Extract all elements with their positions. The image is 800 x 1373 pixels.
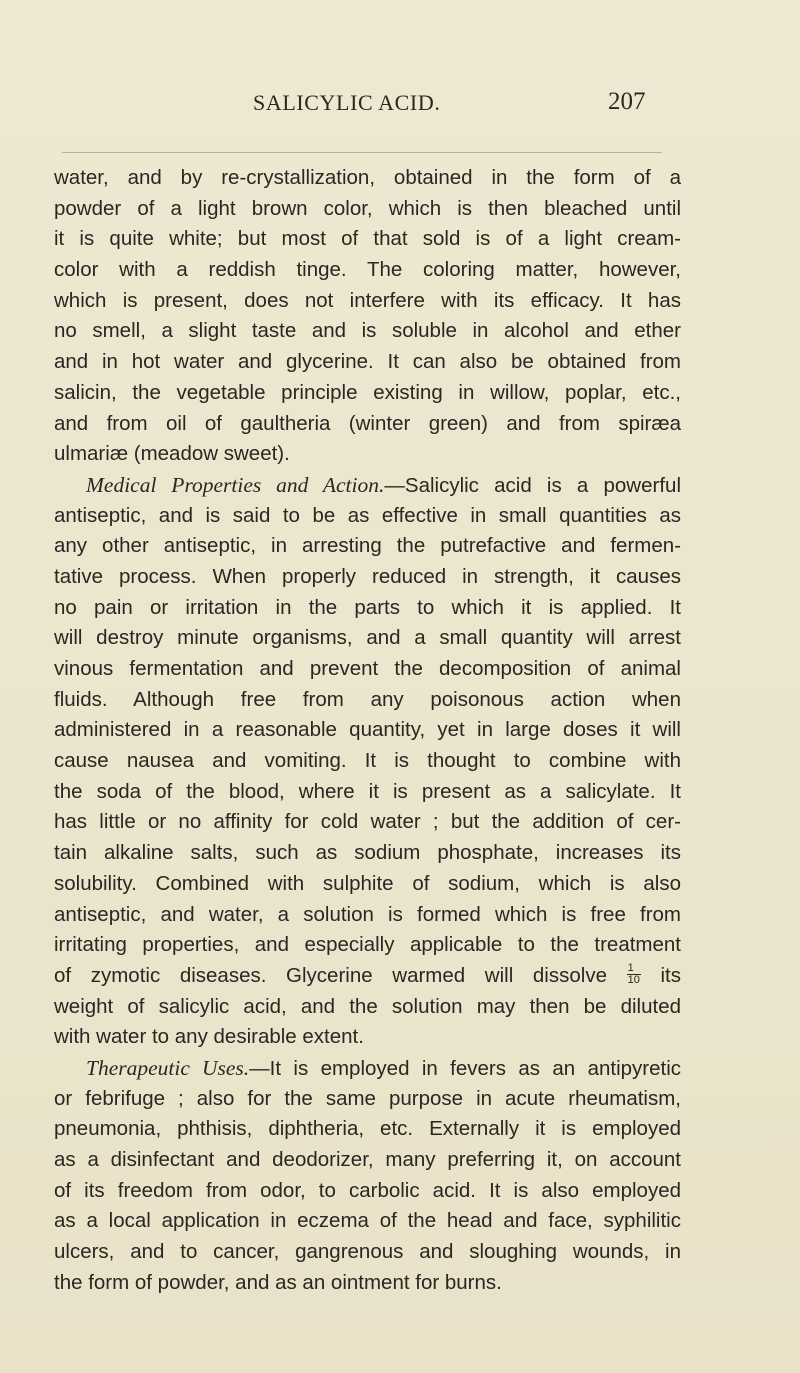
text-line: and in hot water and glycerine. It can also be obtained from bbox=[54, 350, 681, 374]
text-line: administered in a reasonable quantity, yet in large doses it will bbox=[54, 718, 681, 742]
text-line: as a disinfectant and deodorizer, many preferring it, on account bbox=[54, 1148, 681, 1171]
text-line: antiseptic, and water, a solution is formed which is free from bbox=[54, 902, 681, 926]
text-line: the form of powder, and as an ointment for burns. bbox=[54, 1270, 502, 1294]
body-text bbox=[54, 163, 681, 1298]
text-line: no smell, a slight taste and is soluble in alcohol and ether bbox=[54, 319, 681, 343]
section-lead-line bbox=[54, 470, 681, 501]
text-line: antiseptic, and is said to be as effective in small quantities as bbox=[54, 503, 681, 527]
text-line: as a local application in eczema of the head and face, syphilitic bbox=[54, 1209, 681, 1233]
text-line: vinous fermentation and prevent the decomposition of animal bbox=[54, 657, 681, 680]
text-line: it is quite white; but most of that sold is of a light cream- bbox=[54, 227, 681, 251]
fraction-line-before: of zymotic diseases. Glycerine warmed will dissolve bbox=[54, 963, 607, 987]
section-heading-therapeutic-uses: Therapeutic Uses. bbox=[86, 1055, 250, 1080]
text-line: or febrifuge ; also for the same purpose in acute rheumatism, bbox=[54, 1086, 681, 1110]
text-line: color with a reddish tinge. The coloring matter, however, bbox=[54, 258, 681, 282]
text-line: will destroy minute organisms, and a small quantity will arrest bbox=[54, 626, 681, 650]
text-line: the soda of the blood, where it is present as a salicylate. It bbox=[54, 779, 681, 803]
running-title: SALICYLIC ACID. bbox=[253, 90, 441, 115]
text-line: ulcers, and to cancer, gangrenous and sloughing wounds, in bbox=[54, 1240, 681, 1264]
text-line: any other antiseptic, in arresting the putrefactive and fermen- bbox=[54, 534, 681, 558]
text-line: has little or no affinity for cold water ; but the addition of cer- bbox=[54, 810, 681, 834]
running-header bbox=[0, 86, 800, 116]
fraction-denominator: 10 bbox=[627, 973, 640, 986]
page-number: 207 bbox=[608, 88, 646, 115]
text-line: irritating properties, and especially applicable to the treatment bbox=[54, 933, 681, 957]
section-heading-medical-properties: Medical Properties and Action. bbox=[86, 472, 385, 497]
text-line: with water to any desirable extent. bbox=[54, 1025, 364, 1049]
text-line: powder of a light brown color, which is then bleached until bbox=[54, 196, 681, 220]
text-line: of its freedom from odor, to carbolic acid. It is also employed bbox=[54, 1178, 681, 1202]
fraction-line bbox=[54, 961, 681, 992]
text-line: salicin, the vegetable principle existing in willow, poplar, etc., bbox=[54, 380, 681, 404]
text-line: water, and by re-crystallization, obtained in the form of a bbox=[54, 166, 681, 189]
text-line: solubility. Combined with sulphite of sodium, which is also bbox=[54, 871, 681, 895]
text-line: weight of salicylic acid, and the solution may then be diluted bbox=[54, 994, 681, 1018]
section-lead-line bbox=[54, 1053, 681, 1084]
text-line: which is present, does not interfere with its efficacy. It has bbox=[54, 288, 681, 312]
text-line: pneumonia, phthisis, diphtheria, etc. Externally it is employed bbox=[54, 1117, 681, 1141]
section-lead-text: —It is employed in fevers as an antipyretic bbox=[249, 1056, 681, 1080]
fraction-line-after: its bbox=[660, 963, 681, 987]
text-line: and from oil of gaultheria (winter green) and from spiræa bbox=[54, 411, 681, 435]
section-lead-text: —Salicylic acid is a powerful bbox=[384, 473, 681, 497]
text-line: no pain or irritation in the parts to which it is applied. It bbox=[54, 595, 681, 619]
header-rule bbox=[62, 152, 662, 153]
fraction-one-tenth bbox=[627, 963, 641, 986]
text-line: cause nausea and vomiting. It is thought to combine with bbox=[54, 749, 681, 773]
fraction-numerator: 1 bbox=[627, 963, 641, 975]
text-line: tative process. When properly reduced in strength, it causes bbox=[54, 564, 681, 588]
text-line: fluids. Although free from any poisonous action when bbox=[54, 687, 681, 711]
text-line: ulmariæ (meadow sweet). bbox=[54, 442, 290, 466]
text-line: tain alkaline salts, such as sodium phosphate, increases its bbox=[54, 841, 681, 865]
